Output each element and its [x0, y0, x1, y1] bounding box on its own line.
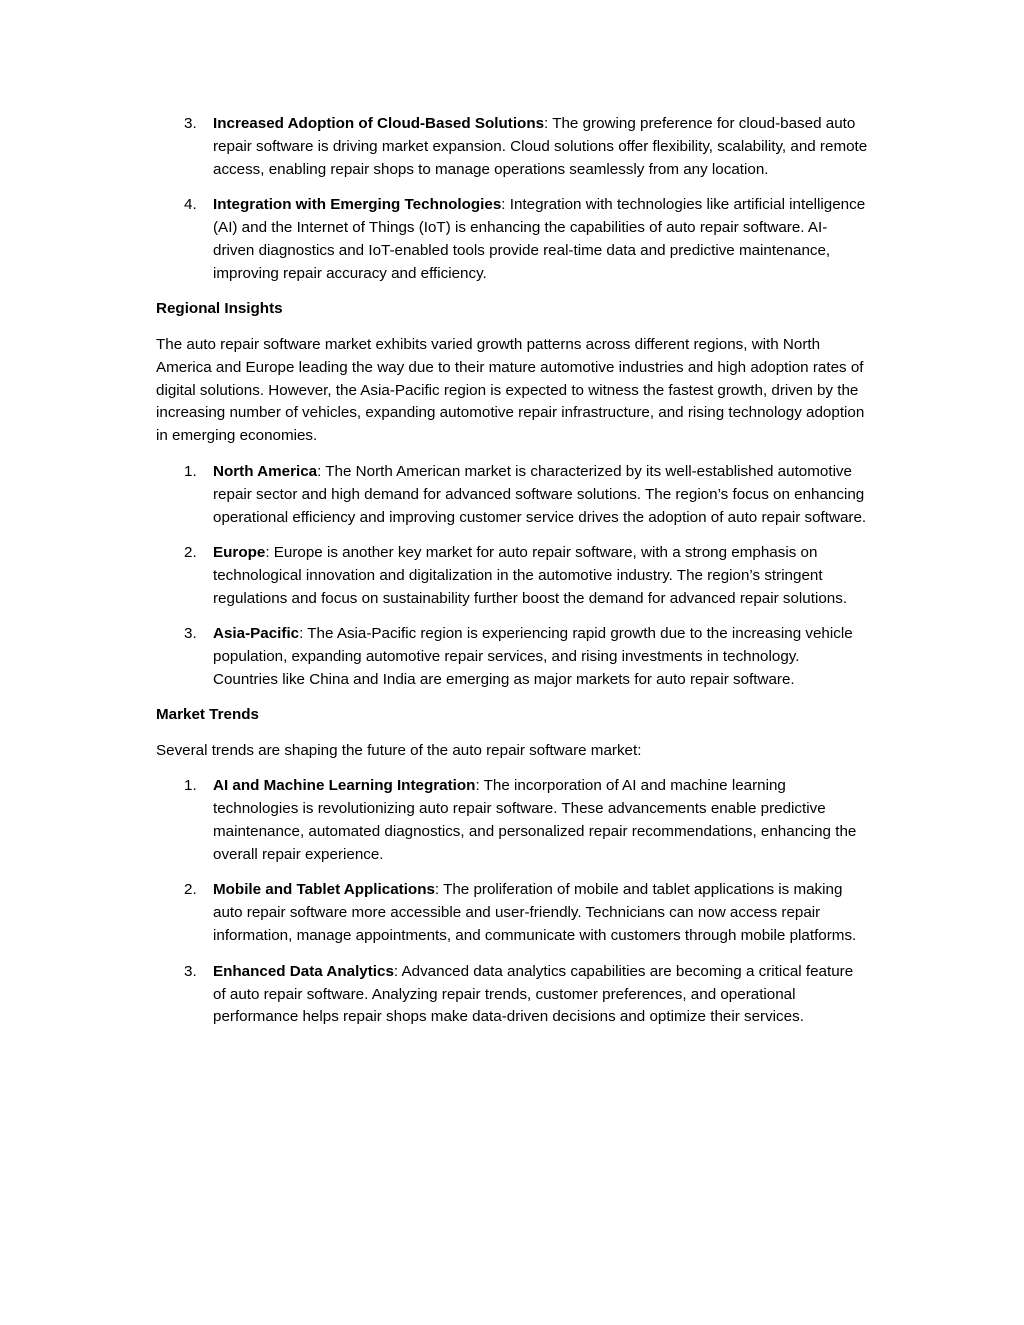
list-text: : Advanced data analytics capabilities are becoming a critical feature of auto repair software. Analyzing repair trends, customer preferences, and operational performance helps repair shops make data-driven decisions and optimize their services. — [213, 962, 854, 1026]
list-item — [156, 961, 868, 1030]
list-item — [156, 775, 868, 867]
list-item — [156, 461, 868, 530]
list-term: Europe — [213, 544, 266, 561]
list-number: 3. — [184, 115, 197, 132]
list-number: 1. — [184, 777, 197, 795]
list-term: Enhanced Data Analytics — [213, 962, 394, 980]
regional-paragraph: The auto repair software market exhibits varied growth patterns across different regions, with North America and Europe leading the way due to their mature automotive industries and high adoption rates of digital solutions. However, the Asia-Pacific region is expected to witness the fastest growth, driven by the increasing number of vehicles, expanding automotive repair infrastructure, and rising technology adoption in emerging economies. — [156, 335, 865, 445]
list-term: AI and Machine Learning Integration — [213, 777, 476, 795]
list-item — [156, 623, 868, 692]
list-item — [156, 542, 868, 611]
list-term: North America — [213, 462, 318, 480]
list-text: : The North American market is characterized by its well-established automotive repair sector and high demand for advanced software solutions. The region’s focus on enhancing operational efficiency and improving customer service drives the adoption of auto repair software. — [213, 462, 867, 526]
list-text: : The Asia-Pacific region is experiencing rapid growth due to the increasing vehicle population, expanding automotive repair services, and rising investments in technology. Countries like China and India are emerging as major markets for auto repair software. — [213, 625, 853, 689]
list-number: 2. — [184, 544, 197, 561]
list-text: : The proliferation of mobile and tablet applications is making auto repair software more accessible and user-friendly. Technicians can now access repair information, manage appointments, and communicate with customers through mobile platforms. — [213, 881, 857, 945]
list-term: Increased Adoption of Cloud-Based Solutions — [213, 115, 545, 132]
list-text: : Europe is another key market for auto repair software, with a strong emphasis on technological innovation and digitalization in the automotive industry. The region’s stringent regulations and focus on sustainability further boost the demand for advanced repair solutions. — [213, 544, 848, 607]
list-item — [156, 879, 868, 948]
list-number: 3. — [184, 962, 197, 980]
list-item — [156, 113, 868, 182]
document-page — [156, 113, 868, 1042]
trends-paragraph: Several trends are shaping the future of the auto repair software market: — [156, 741, 642, 759]
trends-list — [156, 775, 868, 1029]
list-item — [156, 194, 868, 286]
list-number: 1. — [184, 462, 197, 480]
list-term: Mobile and Tablet Applications — [213, 881, 435, 899]
list-number: 3. — [184, 625, 197, 643]
growth-drivers-list — [156, 113, 868, 286]
list-term: Asia-Pacific — [213, 625, 300, 643]
section-heading-trends: Market Trends — [156, 706, 259, 724]
section-heading-regional: Regional Insights — [156, 300, 283, 318]
regional-list — [156, 461, 868, 692]
list-number: 4. — [184, 196, 197, 214]
list-text: : The incorporation of AI and machine learning technologies is revolutionizing auto repair software. These advancements enable predictive maintenance, automated diagnostics, and personalized repair recommendations, enhancing the overall repair experience. — [213, 777, 857, 863]
list-number: 2. — [184, 881, 197, 899]
list-text: : The growing preference for cloud-based auto repair software is driving market expansion. Cloud solutions offer flexibility, scalability, and remote access, enabling repair shops to manage operations seamlessly from any location. — [213, 115, 868, 178]
list-term: Integration with Emerging Technologies — [213, 196, 502, 214]
list-text: : Integration with technologies like artificial intelligence (AI) and the Internet of Things (IoT) is enhancing the capabilities of auto repair software. AI-driven diagnostics and IoT-enabled tools provide real-time data and predictive maintenance, improving repair accuracy and efficiency. — [213, 196, 866, 282]
